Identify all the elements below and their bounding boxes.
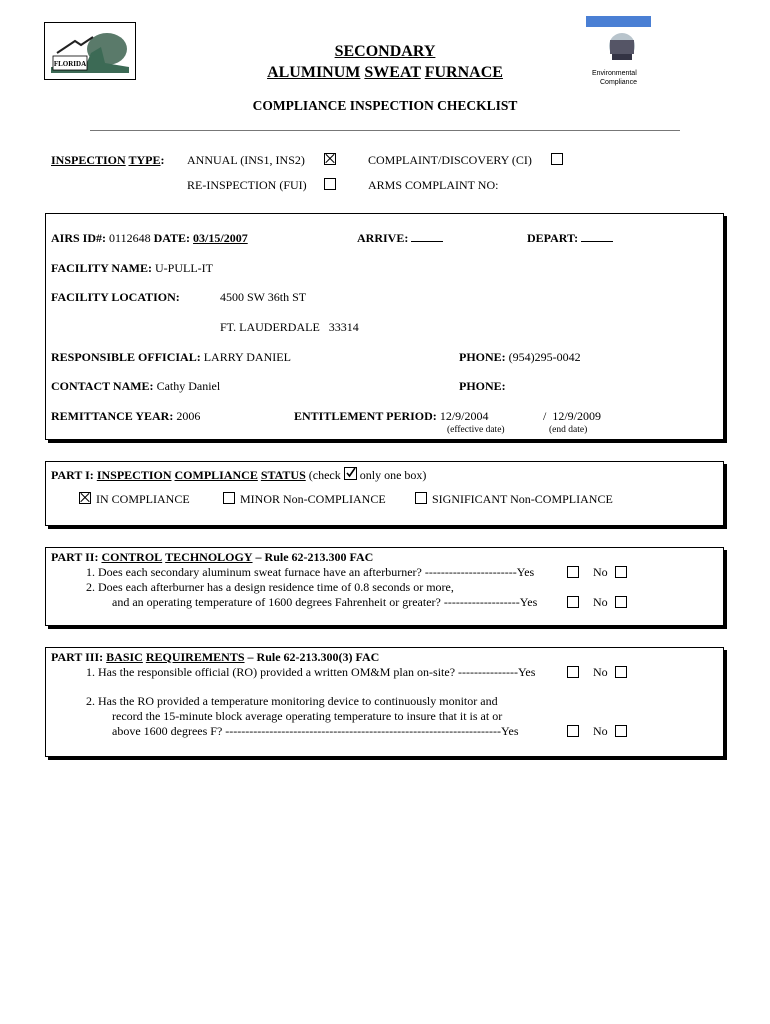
part3-heading: PART III: BASIC REQUIREMENTS – Rule 62-213.300(3) FAC [51,650,380,664]
logo-text1: Environmental [592,70,637,77]
phone-row: PHONE: (954)295-0042 [459,350,581,364]
airs-row: AIRS ID#: 0112648 DATE: 03/15/2007 [51,231,248,245]
blue-bar [586,16,651,27]
facility-location-label: FACILITY LOCATION: [51,290,180,304]
complaint-label: COMPLAINT/DISCOVERY (CI) [368,153,532,167]
end-date-note: (end date) [549,425,588,435]
in-compliance-label: IN COMPLIANCE [96,492,190,506]
annual-label: ANNUAL (INS1, INS2) [187,153,305,167]
part2-q1-yes-checkbox[interactable] [567,566,579,578]
facility-panel [45,213,724,440]
address-line2: FT. LAUDERDALE 33314 [220,320,359,334]
title-furnace: FURNACE [424,64,503,81]
annual-checkbox[interactable] [324,153,336,165]
title-line2 [0,64,770,82]
inspection-type-label: INSPECTION TYPE: [51,153,165,167]
check-mark-icon [344,467,357,480]
part2-q2-line1: 2. Does each afterburner has a design residence time of 0.8 seconds or more, [86,580,454,594]
title-line1: SECONDARY [334,43,436,60]
responsible-row: RESPONSIBLE OFFICIAL: LARRY DANIEL [51,350,291,364]
part2-q2-line2: and an operating temperature of 1600 degrees Fahrenheit or greater? -------------------Yes [112,595,538,609]
entitlement-row: ENTITLEMENT PERIOD: 12/9/2004 [294,409,489,423]
reinspection-label: RE-INSPECTION (FUI) [187,178,307,192]
part3-q2-line1: 2. Has the RO provided a temperature monitoring device to continuously monitor and [86,694,498,708]
header-divider [90,130,680,131]
facility-name-row: FACILITY NAME: U-PULL-IT [51,261,213,275]
part3-q2-yes-checkbox[interactable] [567,725,579,737]
left-logo-text: FLORIDA [53,60,87,68]
reinspection-checkbox[interactable] [324,178,336,190]
entitlement-end: / 12/9/2009 [543,409,602,423]
address-line1: 4500 SW 36th ST [220,290,307,304]
part2-q1: 1. Does each secondary aluminum sweat furnace have an afterburner? -----------------------Yes [86,565,535,579]
minor-label: MINOR Non-COMPLIANCE [240,492,386,506]
part3-q2-line3: above 1600 degrees F? ---------------------------------------------------------------------Yes [112,724,519,738]
part2-q2-yes-checkbox[interactable] [567,596,579,608]
in-compliance-checkbox[interactable] [79,492,91,504]
arrive-field: ARRIVE: [357,231,443,246]
part2-q1-no-label: No [593,565,608,579]
page-subtitle: COMPLIANCE INSPECTION CHECKLIST [252,98,518,113]
part2-heading: PART II: CONTROL TECHNOLOGY – Rule 62-213.300 FAC [51,550,374,564]
depart-field: DEPART: [527,231,613,246]
phone2-label: PHONE: [459,379,506,393]
complaint-checkbox[interactable] [551,153,563,165]
part3-q1: 1. Has the responsible official (RO) provided a written OM&M plan on-site? ---------------Yes [86,665,536,679]
title-aluminum: ALUMINUM [267,64,361,81]
remittance-row: REMITTANCE YEAR: 2006 [51,409,201,423]
logo-text2: Compliance [600,79,637,86]
part3-q2-no-checkbox[interactable] [615,725,627,737]
arrive-input[interactable] [411,231,443,242]
part3-q1-no-checkbox[interactable] [615,666,627,678]
part3-q2-line2: record the 15-minute block average operating temperature to insure that it is at or [112,709,503,723]
depart-input[interactable] [581,231,613,242]
part1-heading: PART I: INSPECTION COMPLIANCE STATUS (check only one box) [51,468,427,482]
part3-q2-no-label: No [593,724,608,738]
arms-label: ARMS COMPLAINT NO: [368,178,499,192]
date-value: 03/15/2007 [193,231,248,245]
contact-row: CONTACT NAME: Cathy Daniel [51,379,221,393]
effective-date-note: (effective date) [447,425,505,435]
significant-checkbox[interactable] [415,492,427,504]
part2-q1-no-checkbox[interactable] [615,566,627,578]
title-sweat: SWEAT [364,64,421,81]
part3-q1-no-label: No [593,665,608,679]
part2-q2-no-checkbox[interactable] [615,596,627,608]
part2-q2-no-label: No [593,595,608,609]
environmental-compliance-logo [592,30,648,88]
part3-q1-yes-checkbox[interactable] [567,666,579,678]
significant-label: SIGNIFICANT Non-COMPLIANCE [432,492,613,506]
minor-checkbox[interactable] [223,492,235,504]
